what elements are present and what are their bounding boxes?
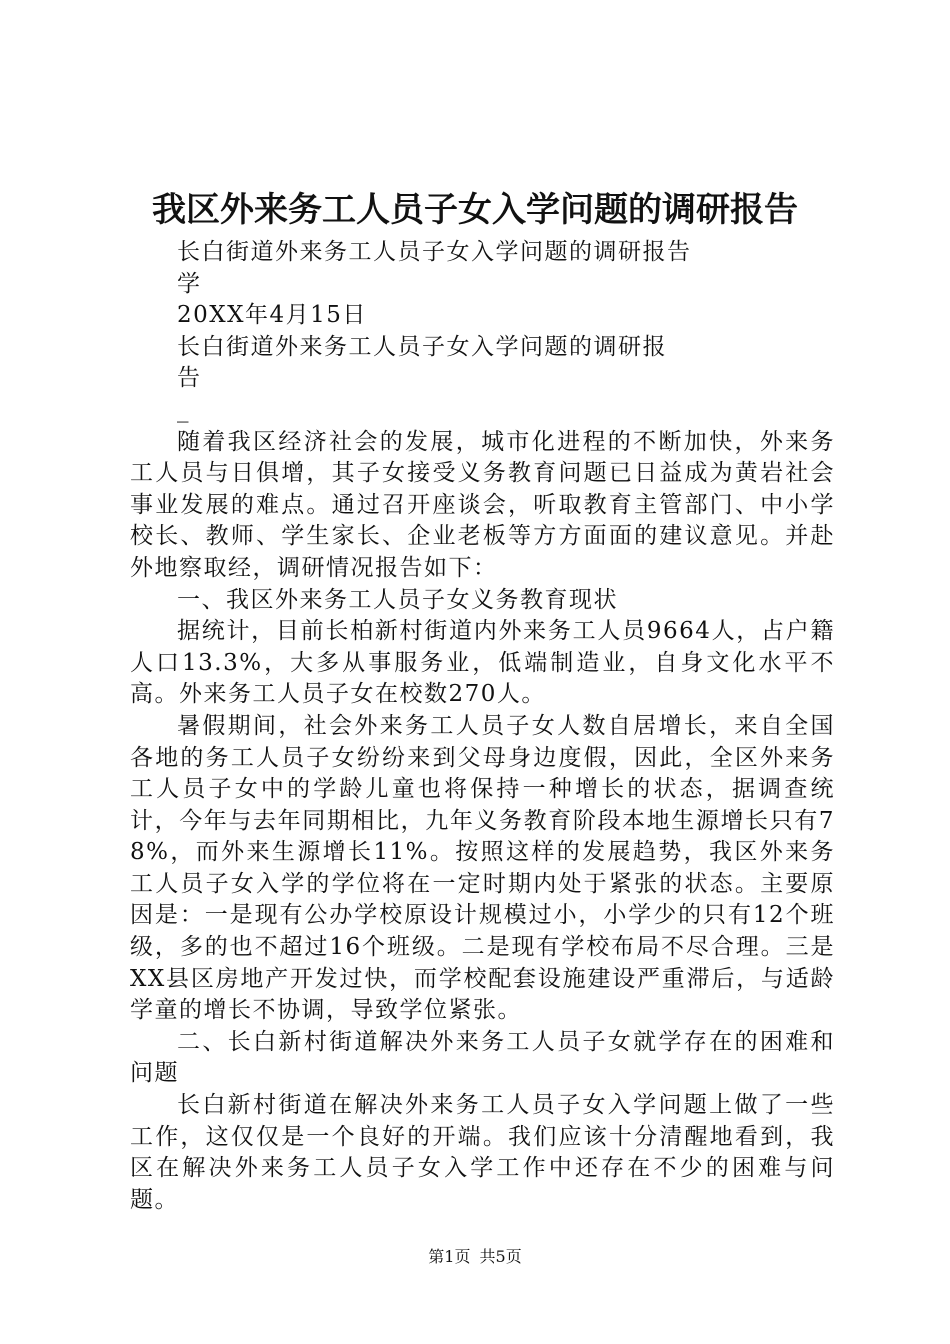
date-line: 20XX年4月15日: [177, 302, 367, 329]
page-total: 共5页: [479, 1247, 522, 1266]
separator-line: _: [177, 396, 190, 423]
subtitle-line: 长白街道外来务工人员子女入学问题的调研报: [177, 333, 667, 360]
paragraph: 长白新村街道在解决外来务工人员子女入学问题上做了一些工作，这仅仅是一个良好的开端。我们应该十分清醒地看到，我区在解决外来务工人员子女入学工作中还存在不少的困难与问题。: [130, 1092, 835, 1213]
section-heading: 一、我区外来务工人员子女义务教育现状: [177, 586, 618, 613]
document-title: 我区外来务工人员子女入学问题的调研报告: [152, 190, 798, 230]
paragraph: 随着我区经济社会的发展，城市化进程的不断加快，外来务工人员与日俱增，其子女接受义务教育问题已日益成为黄岩社会事业发展的难点。通过召开座谈会，听取教育主管部门、中小学校长、教师、学生家长、企业老板等方方面面的建议意见。并赴外地察取经，调研情况报告如下：: [130, 428, 835, 581]
subtitle-line: 告: [177, 365, 202, 392]
document-body: [130, 237, 835, 1216]
page-footer: [0, 1246, 950, 1268]
subtitle-line: 学: [177, 270, 202, 297]
page-number: 第1页: [428, 1247, 471, 1266]
section-heading: 二、长白新村街道解决外来务工人员子女就学存在的困难和问题: [130, 1028, 835, 1087]
subtitle-line: 长白街道外来务工人员子女入学问题的调研报告: [177, 239, 692, 265]
paragraph: 暑假期间，社会外来务工人员子女人数自居增长，来自全国各地的务工人员子女纷纷来到父母身边度假，因此，全区外来务工人员子女中的学龄儿童也将保持一种增长的状态，据调查统计，今年与去年同期相比，九年义务教育阶段本地生源增长只有78%，而外来生源增长11%。按照这样的发展趋势，我区外来务工人员子女入学的学位将在一定时期内处于紧张的状态。主要原因是：一是现有公办学校原设计规模过小，小学少的只有12个班级，多的也不超过16个班级。二是现有学校布局不尽合理。三是XX县区房地产开发过快，而学校配套设施建设严重滞后，与适龄学童的增长不协调，导致学位紧张。: [130, 712, 835, 1024]
paragraph: 据统计，目前长柏新村街道内外来务工人员9664人，占户籍人口13.3%，大多从事服务业，低端制造业，自身文化水平不高。外来务工人员子女在校数270人。: [130, 618, 835, 708]
